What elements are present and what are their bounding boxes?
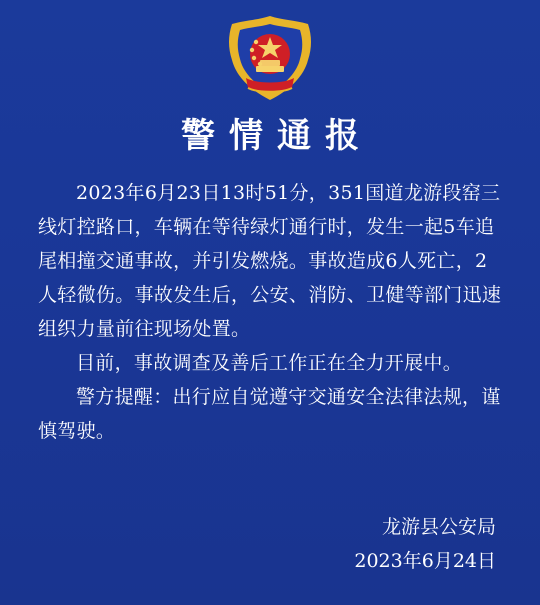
police-emblem-icon (222, 14, 318, 102)
issue-date: 2023年6月24日 (354, 550, 496, 572)
notice-paragraph-3: 警方提醒：出行应自觉遵守交通安全法律法规，谨慎驾驶。 (38, 386, 501, 442)
notice-body (38, 176, 502, 448)
notice-paragraph-1: 2023年6月23日13时51分，351国道龙游段窑三线灯控路口，车辆在等待绿灯通行时，发生一起5车追尾相撞交通事故，并引发燃烧。事故造成6人死亡，2人轻微伤。事故发生后，公安、消防、卫健等部门迅速组织力量前往现场处置。 (38, 182, 502, 340)
notice-paragraph-2: 目前，事故调查及善后工作正在全力开展中。 (76, 352, 463, 374)
signoff (256, 510, 496, 578)
page-title: 警情通报 (181, 116, 373, 156)
issuer-name: 龙游县公安局 (381, 516, 496, 538)
